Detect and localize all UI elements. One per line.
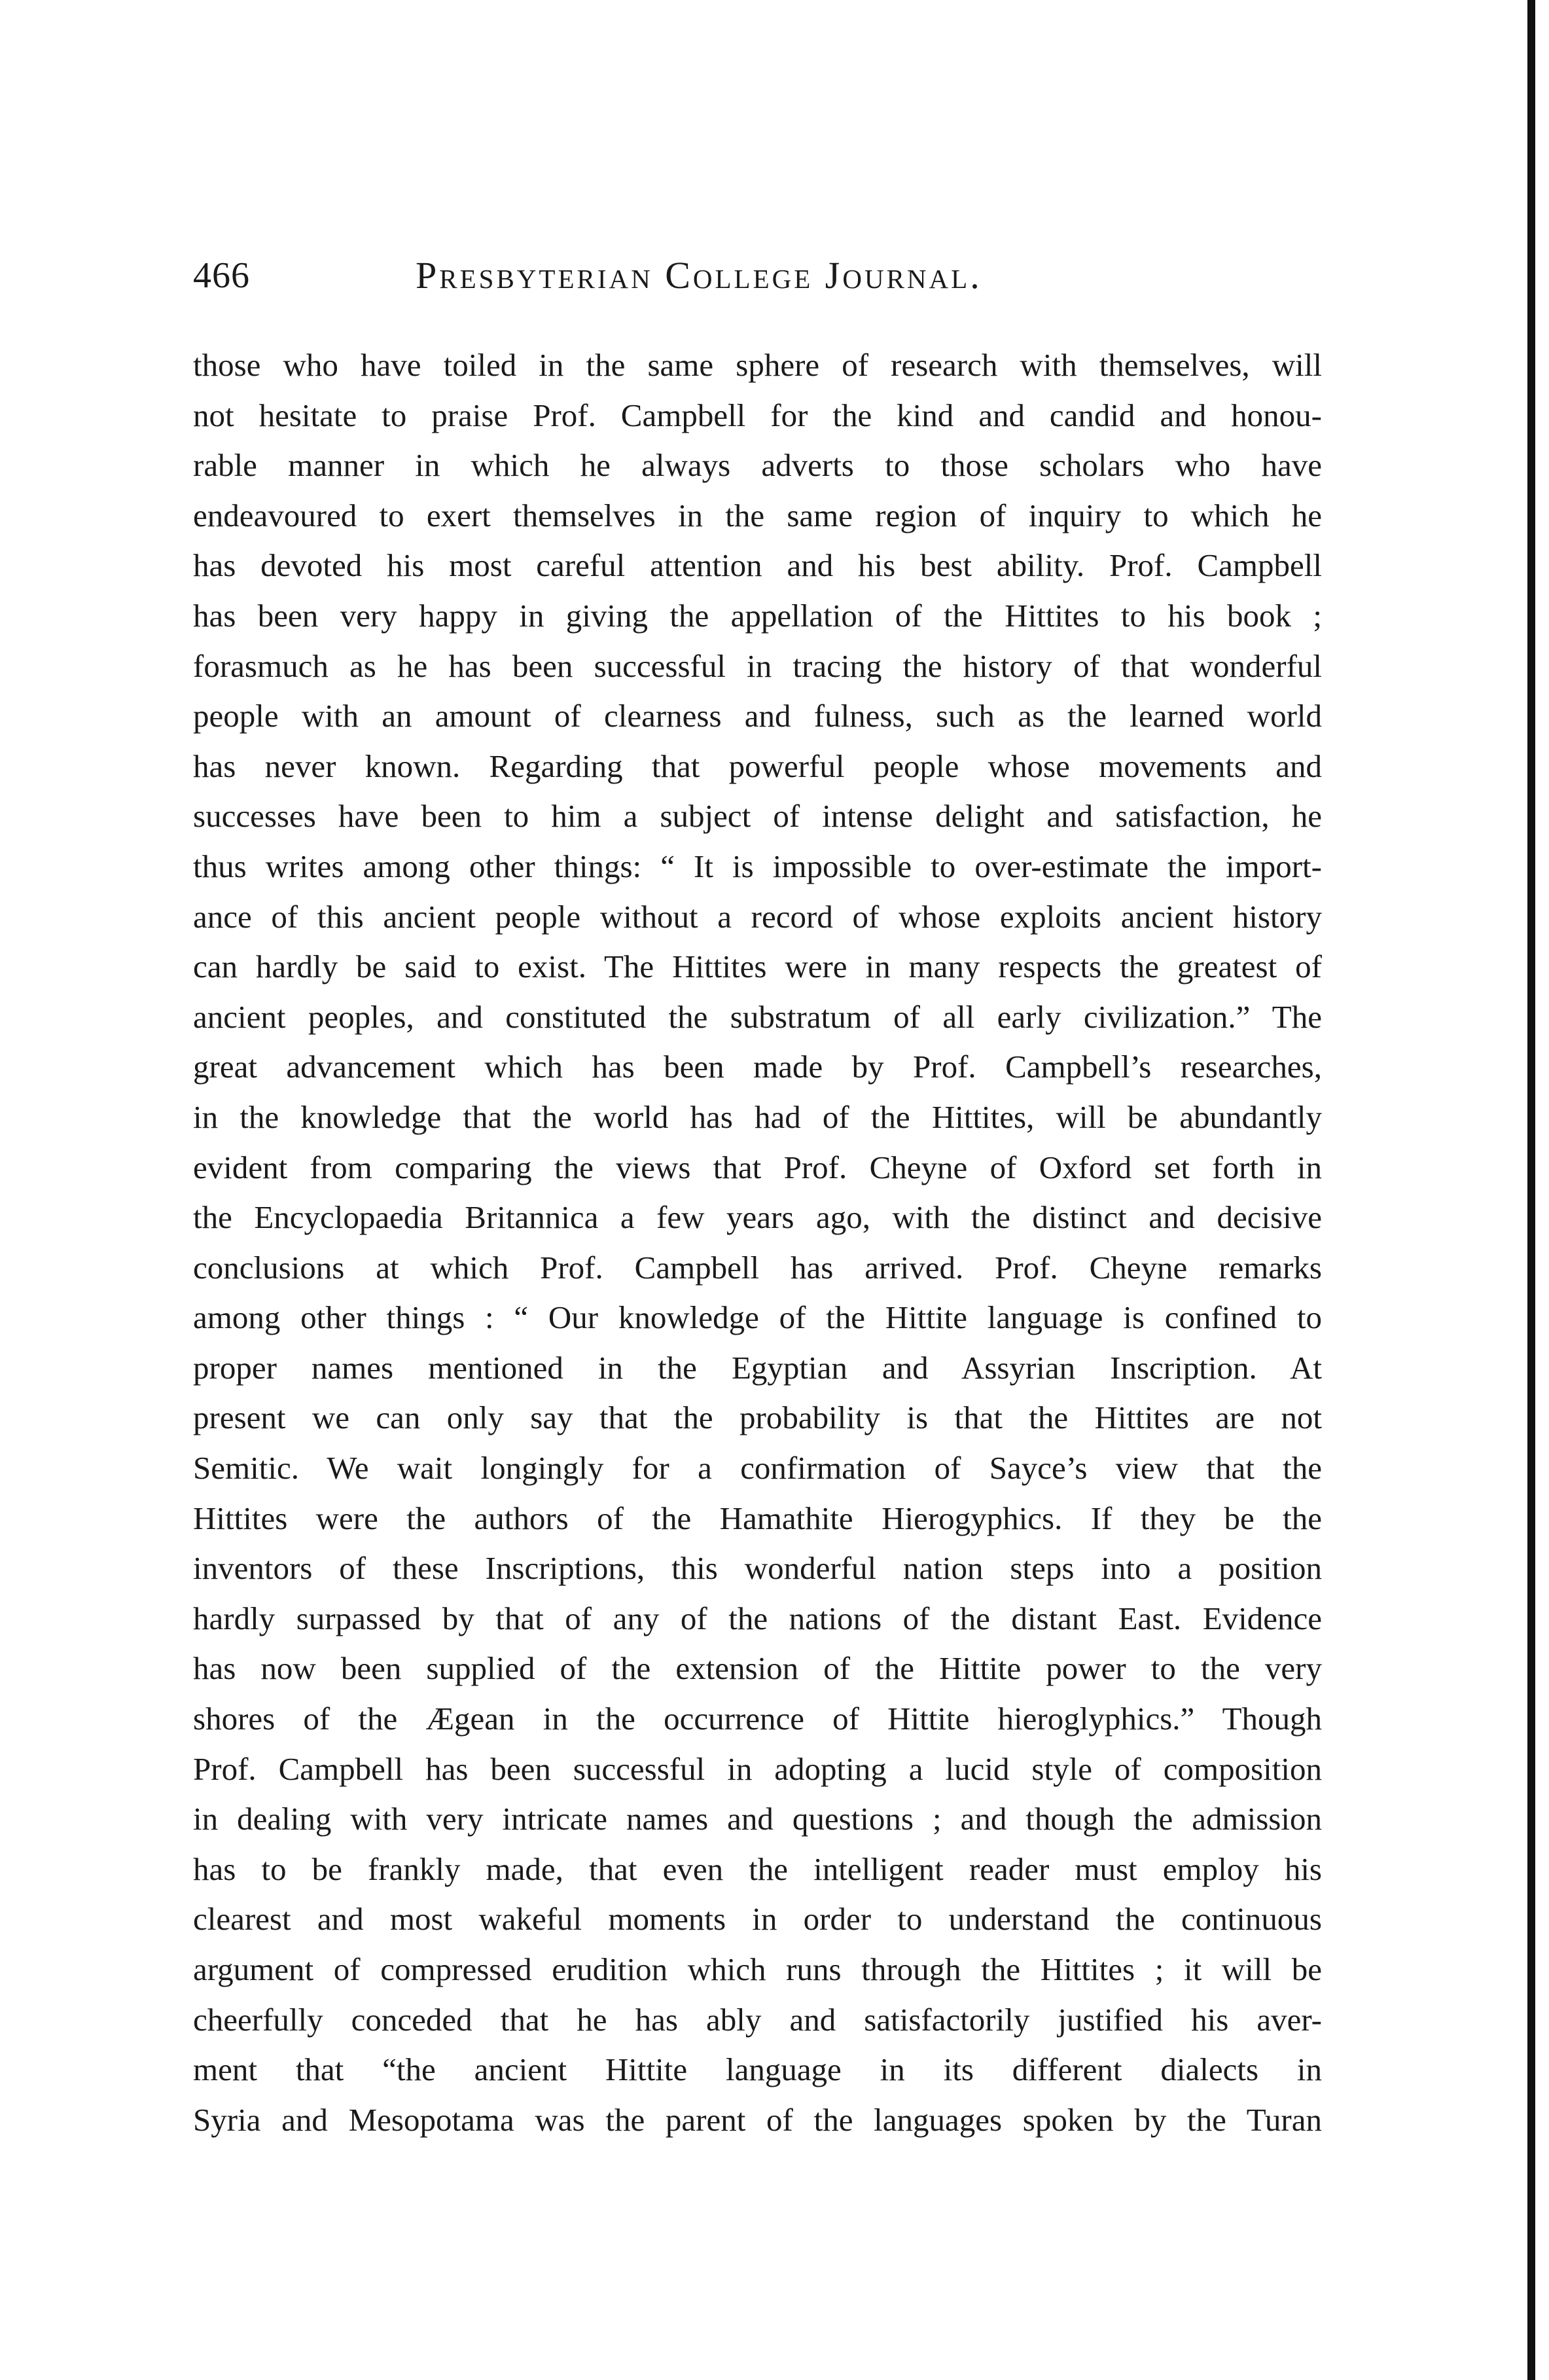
text-line: can hardly be said to exist. The Hittites were in many respects the greatest of xyxy=(193,948,1322,985)
text-line: not hesitate to praise Prof. Campbell for the kind and candid and honou- xyxy=(193,397,1322,433)
text-line: conclusions at which Prof. Campbell has arrived. Prof. Cheyne remarks xyxy=(193,1249,1322,1286)
text-line: present we can only say that the probability is that the Hittites are not xyxy=(193,1399,1322,1436)
text-line: people with an amount of clearness and fulness, such as the learned world xyxy=(193,698,1322,734)
text-line: ancient peoples, and constituted the substratum of all early civilization.” The xyxy=(193,998,1322,1035)
binding-edge xyxy=(1527,0,1535,2380)
text-line: argument of compressed erudition which runs through the Hittites ; it will be xyxy=(193,1951,1322,1987)
text-line: has devoted his most careful attention and his best ability. Prof. Campbell xyxy=(193,547,1322,584)
text-line: among other things : “ Our knowledge of the Hittite language is confined to xyxy=(193,1299,1322,1336)
page-header xyxy=(193,253,1322,298)
page-number: 466 xyxy=(193,255,250,296)
text-line: evident from comparing the views that Prof. Cheyne of Oxford set forth in xyxy=(193,1149,1322,1185)
text-line: endeavoured to exert themselves in the same region of inquiry to which he xyxy=(193,497,1322,533)
text-line: ment that “the ancient Hittite language in its different dialects in xyxy=(193,2051,1322,2088)
text-line: hardly surpassed by that of any of the nations of the distant East. Evidence xyxy=(193,1600,1322,1636)
text-line: successes have been to him a subject of intense delight and satisfaction, he xyxy=(193,798,1322,835)
text-line: clearest and most wakeful moments in order to understand the continuous xyxy=(193,1901,1322,1938)
text-line: cheerfully conceded that he has ably and satisfactorily justified his aver- xyxy=(193,2001,1322,2038)
text-line: Prof. Campbell has been successful in adopting a lucid style of composition xyxy=(193,1750,1322,1787)
text-line: Hittites were the authors of the Hamathite Hierogyphics. If they be the xyxy=(193,1500,1322,1536)
text-line: has now been supplied of the extension of the Hittite power to the very xyxy=(193,1650,1322,1687)
body-text xyxy=(193,340,1322,2145)
text-line: Semitic. We wait longingly for a confirmation of Sayce’s view that the xyxy=(193,1450,1322,1487)
text-line: has to be frankly made, that even the intelligent reader must employ his xyxy=(193,1850,1322,1887)
text-line: inventors of these Inscriptions, this wonderful nation steps into a position xyxy=(193,1550,1322,1587)
text-line: in the knowledge that the world has had of the Hittites, will be abundantly xyxy=(193,1098,1322,1135)
text-line: rable manner in which he always adverts to those scholars who have xyxy=(193,447,1322,484)
running-title: Presbyterian College Journal. xyxy=(416,254,982,297)
text-line: those who have toiled in the same sphere of research with themselves, will xyxy=(193,347,1322,383)
text-line: shores of the Ægean in the occurrence of Hittite hieroglyphics.” Though xyxy=(193,1701,1322,1737)
text-line: forasmuch as he has been successful in tracing the history of that wonderful xyxy=(193,647,1322,684)
text-line: has never known. Regarding that powerful people whose movements and xyxy=(193,748,1322,784)
text-line: thus writes among other things: “ It is impossible to over-estimate the import- xyxy=(193,848,1322,884)
text-line: in dealing with very intricate names and questions ; and though the admission xyxy=(193,1801,1322,1837)
text-line: Syria and Mesopotama was the parent of the languages spoken by the Turan xyxy=(193,2101,1322,2138)
text-line: has been very happy in giving the appellation of the Hittites to his book ; xyxy=(193,597,1322,634)
text-line: great advancement which has been made by Prof. Campbell’s researches, xyxy=(193,1049,1322,1085)
text-line: the Encyclopaedia Britannica a few years ago, with the distinct and decisive xyxy=(193,1199,1322,1236)
text-line: proper names mentioned in the Egyptian and Assyrian Inscription. At xyxy=(193,1349,1322,1386)
text-line: ance of this ancient people without a record of whose exploits ancient history xyxy=(193,898,1322,935)
